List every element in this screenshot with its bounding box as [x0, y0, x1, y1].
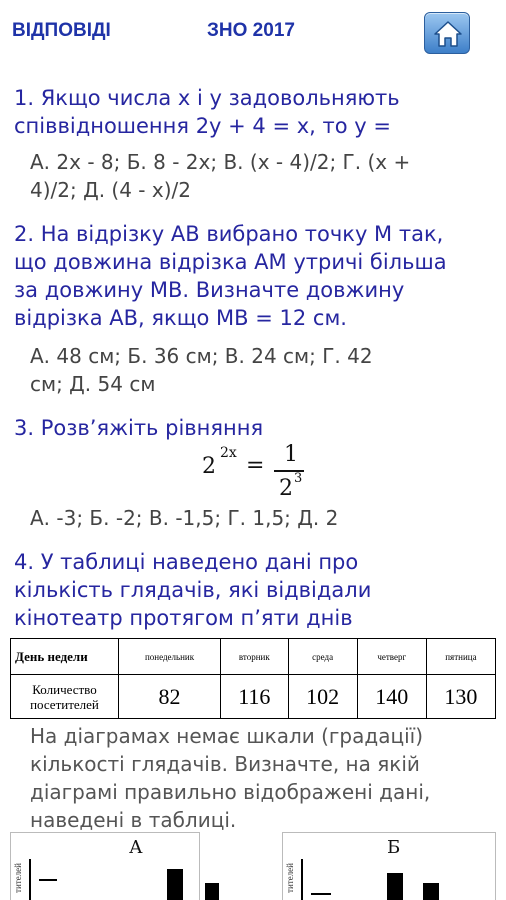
question-3-answers: А. -3; Б. -2; В. -1,5; Г. 1,5; Д. 2	[30, 506, 339, 530]
diagram-a-axis	[29, 859, 31, 900]
note-line-3: діаграмі правильно відображені дані,	[30, 780, 431, 804]
question-1-answers-line-2: 4)/2; Д. (4 - x)/2	[30, 178, 191, 202]
answers-link[interactable]: ВІДПОВІДІ	[12, 20, 111, 41]
question-2-answers-line-2: см; Д. 54 см	[30, 372, 156, 396]
question-4-line-1: 4. У таблиці наведено дані про	[14, 550, 359, 574]
question-1-line-2: співвідношення 2y + 4 = x, то y =	[14, 114, 391, 138]
table-value-cell: 116	[221, 675, 288, 719]
table-value-cell: 140	[357, 675, 426, 719]
table-value-cell: 102	[288, 675, 357, 719]
diagram-a-bar	[205, 883, 219, 900]
note-line-4: наведені в таблиці.	[30, 808, 237, 832]
diagram-a-bar-mark	[39, 879, 57, 881]
question-1-answers-line-1: А. 2x - 8; Б. 8 - 2x; В. (x - 4)/2; Г. (x +	[30, 150, 411, 174]
page-title: ЗНО 2017	[207, 20, 295, 41]
table-day-cell: понедельник	[119, 639, 221, 675]
equation-equals: =	[246, 453, 265, 478]
table-count-label-line-1: Количество	[32, 681, 97, 697]
question-1-line-1: 1. Якщо числа x і y задовольняють	[14, 86, 400, 110]
table-day-cell: среда	[288, 639, 357, 675]
note-line-2: кількості глядачів. Визначте, на якій	[30, 752, 420, 776]
diagram-b	[282, 832, 496, 900]
diagram-b-y-label: тителей	[285, 863, 295, 893]
note-line-1: На діаграмах немає шкали (градації)	[30, 724, 423, 748]
table-day-label: День недели	[11, 639, 119, 675]
diagram-b-title: Б	[387, 837, 401, 858]
table-day-cell: пятница	[426, 639, 495, 675]
question-2-answers-line-1: А. 48 см; Б. 36 см; В. 24 см; Г. 42	[30, 344, 373, 368]
home-icon	[433, 19, 463, 49]
table-count-label-line-2: посетителей	[30, 696, 99, 712]
question-2-line-3: за довжину MB. Визначте довжину	[14, 278, 405, 302]
diagram-b-bar-mark	[311, 893, 331, 895]
question-4-line-3: кінотеатр протягом п’яти днів	[14, 606, 353, 630]
diagram-b-axis	[301, 859, 303, 900]
table-count-label	[11, 675, 119, 719]
question-4-note	[30, 722, 500, 834]
question-2-line-4: відрізка AB, якщо MB = 12 см.	[14, 306, 347, 330]
question-2-line-2: що довжина відрізка AM утричі більша	[14, 250, 447, 274]
table-header-row	[11, 639, 496, 675]
equation-base: 2	[202, 454, 216, 479]
visitors-table	[10, 638, 496, 719]
diagram-b-bar	[387, 873, 403, 900]
diagram-a-y-label: тителей	[13, 863, 23, 893]
diagram-b-bar	[423, 883, 439, 900]
question-3-text: 3. Розв’яжіть рівняння	[14, 416, 264, 440]
equation-denominator-exponent: 3	[294, 471, 303, 486]
table-day-cell: четверг	[357, 639, 426, 675]
top-bar	[0, 0, 506, 66]
diagram-a	[10, 832, 200, 900]
table-value-cell: 130	[426, 675, 495, 719]
diagram-a-title: А	[129, 837, 143, 858]
home-button[interactable]	[424, 12, 470, 54]
equation-numerator: 1	[284, 442, 298, 467]
equation-denominator: 2	[279, 476, 293, 501]
table-value-cell: 82	[119, 675, 221, 719]
table-day-cell: вторник	[221, 639, 288, 675]
table-values-row	[11, 675, 496, 719]
question-4-line-2: кількість глядачів, які відвідали	[14, 578, 372, 602]
diagram-a-bar	[167, 869, 183, 900]
question-2-line-1: 2. На відрізку AB вибрано точку M так,	[14, 222, 444, 246]
equation-exponent: 2x	[220, 445, 237, 461]
